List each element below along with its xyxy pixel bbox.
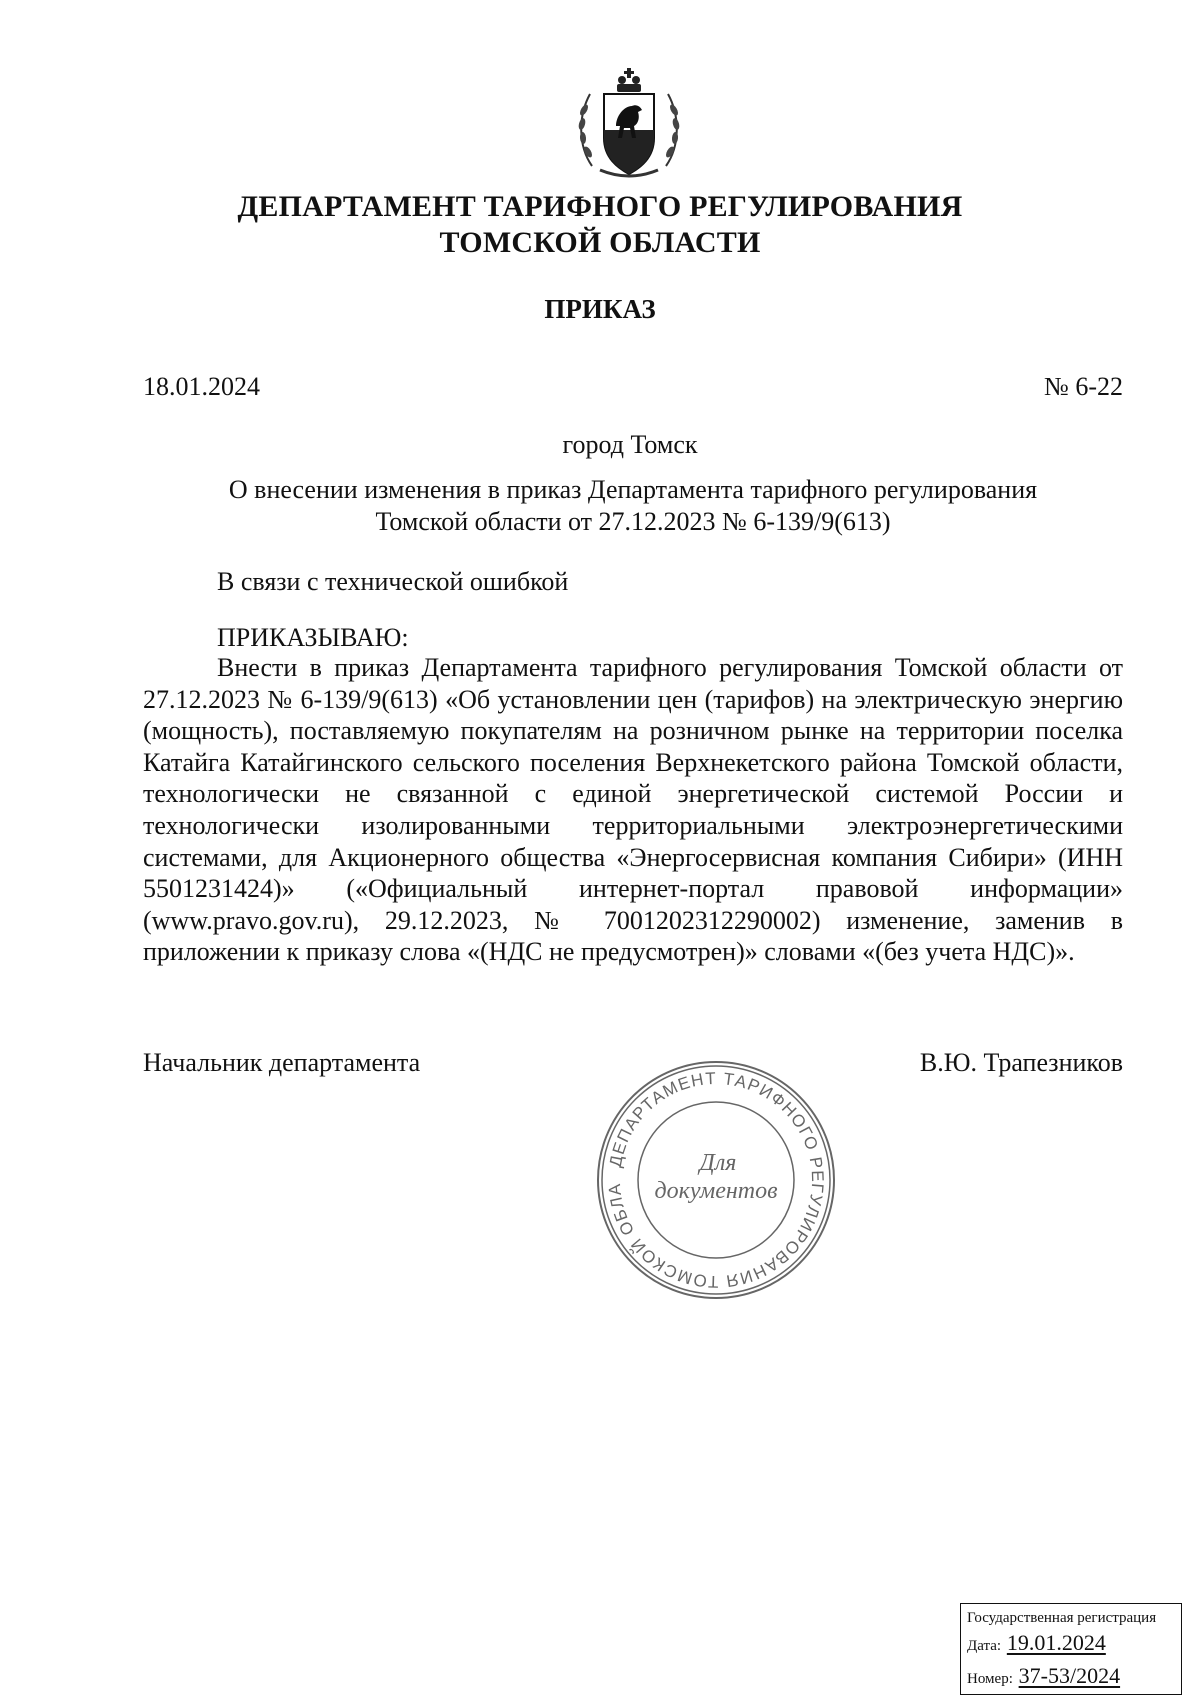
organization-name-line2: ТОМСКОЙ ОБЛАСТИ: [439, 226, 761, 259]
document-number: № 6-22: [1044, 372, 1123, 401]
subject-line1: О внесении изменения в приказ Департамента тарифного регулирования: [228, 475, 1038, 504]
registration-number-label: Номер:: [967, 1671, 1013, 1687]
document-type: ПРИКАЗ: [544, 294, 656, 324]
registration-date-label: Дата:: [967, 1638, 1002, 1654]
city: город Томск: [562, 430, 698, 459]
signatory-position: Начальник департамента: [143, 1048, 421, 1077]
organization-name: [0, 189, 1200, 261]
subject-line2: Томской области от 27.12.2023 № 6-139/9(613): [375, 507, 891, 536]
registration-number-value: 37-53/2024: [1018, 1663, 1121, 1688]
document-subject: [143, 474, 1123, 538]
registration-title: Государственная регистрация: [967, 1610, 1157, 1626]
document-date: 18.01.2024: [143, 372, 260, 401]
order-paragraph: Внести в приказ Департамента тарифного регулирования Томской области от 27.12.2023 № 6-139/9(613) «Об установлении цен (тарифов) на электрическую энергию (мощность), поставляемую покупателям на розничном рынке на территории поселка Катайга Катайгинского сельского поселения Верхнекетского района Томской области, технологически не связанной с единой энергетической системой России и технологически изолированными территориальными электроэнергетическими системами, для Акционерного общества «Энергосервисная компания Сибири» (ИНН 5501231424)» («Официальный интернет-портал правовой информации» (www.pravo.gov.ru), 29.12.2023, № 7001202312290002) изменение, заменив в приложении к приказу слова «(НДС не предусмотрен)» словами «(без учета НДС)».: [143, 653, 1123, 967]
seal-ring-text: ДЕПАРТАМЕНТ ТАРИФНОГО РЕГУЛИРОВАНИЯ ТОМСКОЙ ОБЛА: [604, 1068, 828, 1292]
basis-text: В связи с технической ошибкой: [217, 567, 569, 596]
registration-number-row: [967, 1661, 1175, 1694]
state-registration-box: [960, 1603, 1182, 1695]
order-word: ПРИКАЗЫВАЮ:: [217, 623, 409, 652]
signatory-name: В.Ю. Трапезников: [919, 1048, 1123, 1077]
registration-date-row: [967, 1628, 1175, 1661]
registration-date-value: 19.01.2024: [1006, 1630, 1106, 1655]
official-seal-stamp: [594, 1058, 838, 1302]
seal-center-line2: документов: [654, 1178, 778, 1204]
seal-center-line1: Для: [699, 1150, 737, 1176]
date-number-line: [143, 371, 1123, 403]
coat-of-arms-emblem: [570, 66, 688, 184]
organization-name-line1: ДЕПАРТАМЕНТ ТАРИФНОГО РЕГУЛИРОВАНИЯ: [237, 190, 963, 223]
